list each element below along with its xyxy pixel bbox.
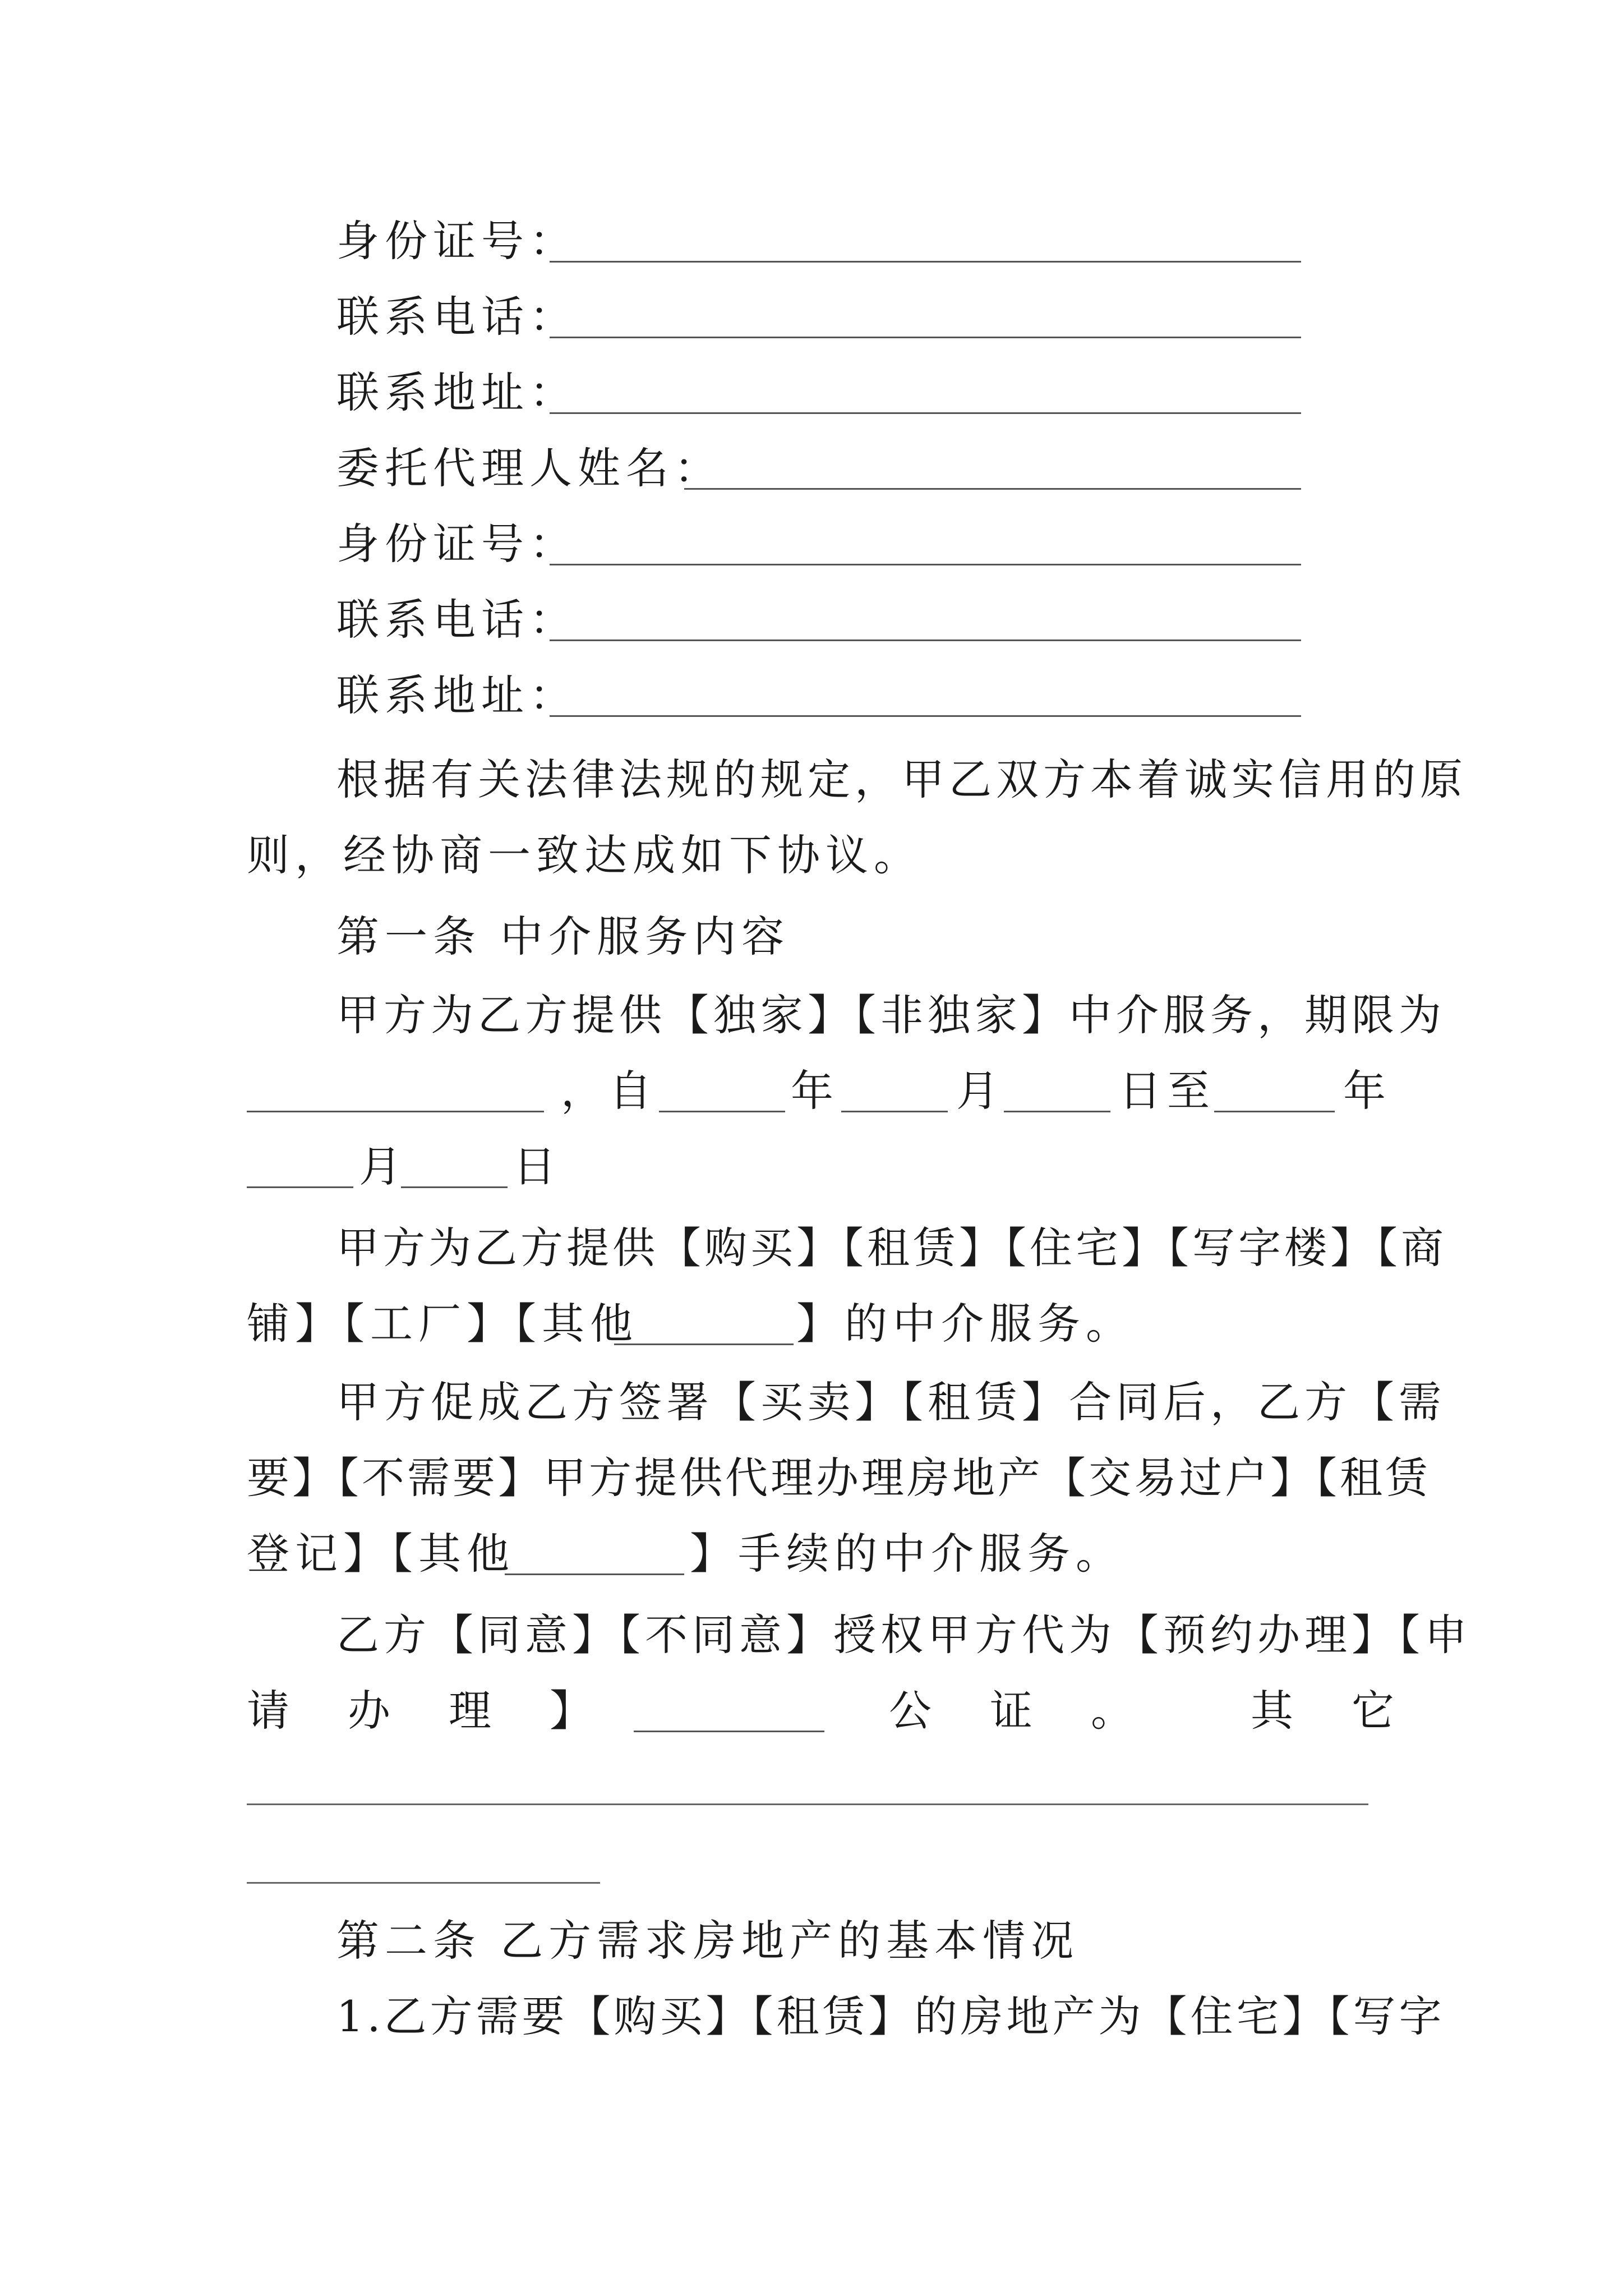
field-label: 联系地址： (336, 670, 578, 720)
paragraph-text: 其 它 (1251, 1686, 1402, 1736)
agent-name-blank[interactable] (684, 488, 1301, 490)
start-year-blank[interactable] (659, 1111, 785, 1112)
field-agent-name (0, 426, 1623, 510)
paragraph-text: 1.乙方需要【购买】【租赁】的房地产为【住宅】【写字 (336, 1991, 1445, 2041)
article-1-p4-line-2 (0, 1669, 1623, 1753)
paragraph-text: 月 (359, 1142, 407, 1191)
other-fill-line-2[interactable] (247, 1882, 600, 1884)
field-address-2 (0, 654, 1623, 738)
article-1-p1-line-2 (0, 1049, 1623, 1133)
article-1-p3-line-3 (0, 1512, 1623, 1596)
paragraph-text: 甲方为乙方提供【独家】【非独家】中介服务，期限为 (336, 990, 1446, 1040)
duration-blank[interactable] (247, 1111, 544, 1112)
paragraph-text: 登记】【其他 (247, 1529, 515, 1579)
intro-paragraph-line-2 (0, 813, 1623, 898)
paragraph-text: 日至 (1119, 1066, 1215, 1116)
paragraph-text: 乙方【同意】【不同意】授权甲方代为【预约办理】【申 (336, 1610, 1472, 1660)
article-2-title (0, 1899, 1623, 1983)
heading-text: 第二条 乙方需求房地产的基本情况 (336, 1916, 1080, 1966)
id-number-blank[interactable] (550, 261, 1301, 263)
field-phone-1 (0, 275, 1623, 359)
article-2-p1-line-1 (0, 1975, 1623, 2059)
paragraph-text: 年 (791, 1066, 839, 1116)
paragraph-text: 要】【不需要】甲方提供代理办理房地产【交易过户】【租赁 (247, 1453, 1431, 1503)
start-day-blank[interactable] (1004, 1111, 1110, 1112)
article-1-p1-line-3 (0, 1125, 1623, 1209)
article-1-p2-line-2 (0, 1282, 1623, 1366)
field-label: 委托代理人姓名： (336, 443, 722, 493)
field-label: 身份证号： (336, 519, 578, 569)
paragraph-text: 公 证 。 (889, 1686, 1141, 1736)
field-id-number-1 (0, 199, 1623, 283)
paragraph-text: 铺】【工厂】【其他 (247, 1299, 638, 1349)
paragraph-text: 】的中介服务。 (796, 1299, 1134, 1349)
phone-blank[interactable] (550, 337, 1301, 338)
paragraph-text: ，自 (561, 1066, 657, 1116)
intro-paragraph-line-1 (0, 738, 1623, 822)
paragraph-text: 甲方促成乙方签署【买卖】【租赁】合同后，乙方【需 (336, 1377, 1446, 1427)
field-label: 联系电话： (336, 292, 578, 342)
field-label: 联系地址： (336, 367, 578, 417)
phone-blank[interactable] (550, 639, 1301, 641)
article-1-p1-line-1 (0, 973, 1623, 1057)
field-id-number-2 (0, 502, 1623, 586)
field-label: 身份证号： (336, 216, 578, 266)
article-1-p3-line-2 (0, 1436, 1623, 1520)
start-month-blank[interactable] (841, 1111, 948, 1112)
article-1-p3-line-1 (0, 1360, 1623, 1444)
paragraph-text: 则，经协商一致达成如下协议。 (247, 830, 922, 880)
paragraph-text: 根据有关法律法规的规定，甲乙双方本着诚实信用的原 (336, 754, 1467, 804)
other-fill-line-1[interactable] (247, 1803, 1368, 1805)
other-service-blank[interactable] (614, 1343, 794, 1345)
field-address-1 (0, 351, 1623, 435)
end-month-blank[interactable] (247, 1186, 353, 1188)
field-label: 联系电话： (336, 595, 578, 645)
other-procedure-blank[interactable] (505, 1573, 684, 1575)
paragraph-text: 年 (1343, 1066, 1391, 1116)
field-phone-2 (0, 578, 1623, 662)
id-number-blank[interactable] (550, 564, 1301, 565)
end-day-blank[interactable] (401, 1186, 508, 1188)
paragraph-text: 月 (956, 1066, 1004, 1116)
paragraph-text: 甲方为乙方提供【购买】【租赁】【住宅】【写字楼】【商 (336, 1223, 1447, 1273)
paragraph-text: 日 (513, 1142, 561, 1191)
heading-text: 第一条 中介服务内容 (336, 912, 790, 961)
end-year-blank[interactable] (1214, 1111, 1335, 1112)
address-blank[interactable] (550, 412, 1301, 414)
article-1-title (0, 895, 1623, 979)
article-1-p4-line-1 (0, 1593, 1623, 1677)
paragraph-text: 请 办 理 】 (247, 1686, 600, 1736)
article-1-p2-line-1 (0, 1206, 1623, 1290)
address-blank[interactable] (550, 715, 1301, 717)
paragraph-text: 】手续的中介服务。 (690, 1529, 1124, 1579)
notary-blank[interactable] (634, 1731, 824, 1732)
